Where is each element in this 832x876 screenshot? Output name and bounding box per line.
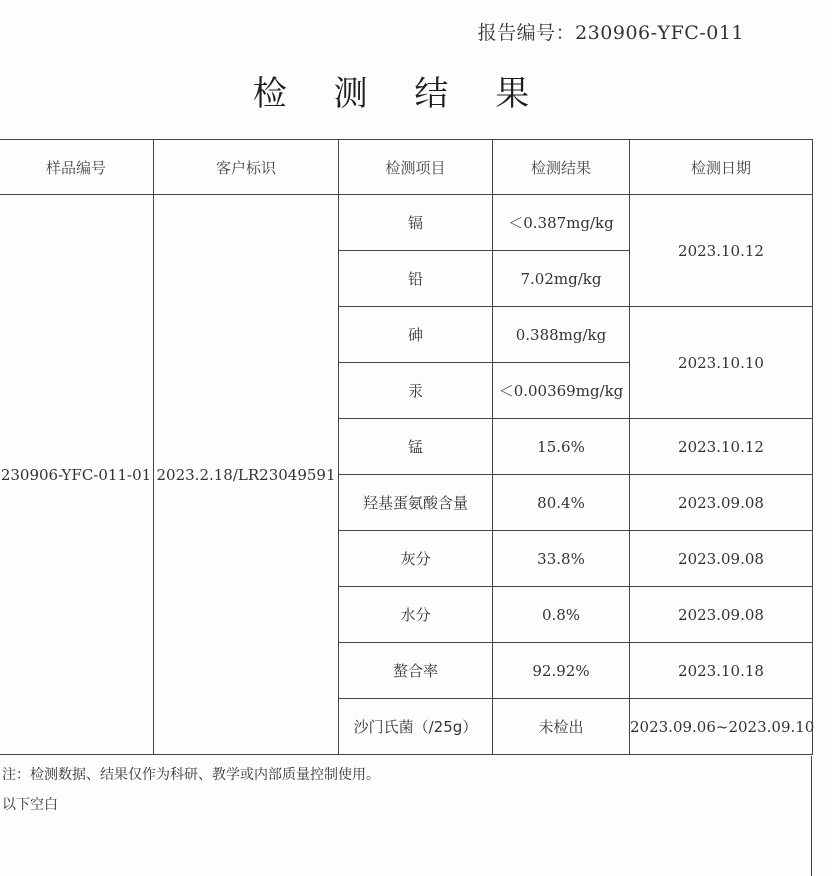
test-result-cell: ＜0.387mg/kg [493,195,630,251]
test-result-cell: 15.6% [493,419,630,475]
test-result-cell: 7.02mg/kg [493,251,630,307]
header-test-date: 检测日期 [630,140,813,195]
report-number: 报告编号：230906-YFC-011 [477,22,744,44]
page-title: 检 测 结 果 [252,74,548,114]
test-item-cell: 羟基蛋氨酸含量 [339,475,493,531]
test-item-cell: 铅 [339,251,493,307]
test-date-cell: 2023.09.08 [630,531,813,587]
table-row [0,195,813,251]
table-header-row [0,140,813,195]
test-result-cell: 0.388mg/kg [493,307,630,363]
footer-notes [0,756,812,876]
test-item-cell: 锰 [339,419,493,475]
test-item-cell: 镉 [339,195,493,251]
test-result-cell: 未检出 [493,699,630,755]
blank-below-note: 以下空白 [2,797,58,813]
header-test-result: 检测结果 [493,140,630,195]
test-result-cell: 92.92% [493,643,630,699]
test-date-cell: 2023.10.12 [630,195,813,307]
results-table [0,139,813,755]
header-test-item: 检测项目 [339,140,493,195]
test-item-cell: 沙门氏菌（/25g） [339,699,493,755]
test-date-cell: 2023.09.06~2023.09.10 [630,699,813,755]
test-date-cell: 2023.10.12 [630,419,813,475]
test-item-cell: 灰分 [339,531,493,587]
header-client-id: 客户标识 [154,140,339,195]
client-id-cell: 2023.2.18/LR23049591 [154,195,339,755]
test-item-cell: 汞 [339,363,493,419]
test-date-cell: 2023.09.08 [630,587,813,643]
test-item-cell: 砷 [339,307,493,363]
test-item-cell: 螯合率 [339,643,493,699]
test-date-cell: 2023.09.08 [630,475,813,531]
test-date-cell: 2023.10.10 [630,307,813,419]
disclaimer-note: 注：检测数据、结果仅作为科研、教学或内部质量控制使用。 [2,767,380,783]
test-result-cell: 80.4% [493,475,630,531]
test-item-cell: 水分 [339,587,493,643]
test-result-cell: 0.8% [493,587,630,643]
test-date-cell: 2023.10.18 [630,643,813,699]
test-result-cell: ＜0.00369mg/kg [493,363,630,419]
header-sample-id: 样品编号 [0,140,154,195]
sample-id-cell: 230906-YFC-011-01 [0,195,154,755]
test-result-cell: 33.8% [493,531,630,587]
